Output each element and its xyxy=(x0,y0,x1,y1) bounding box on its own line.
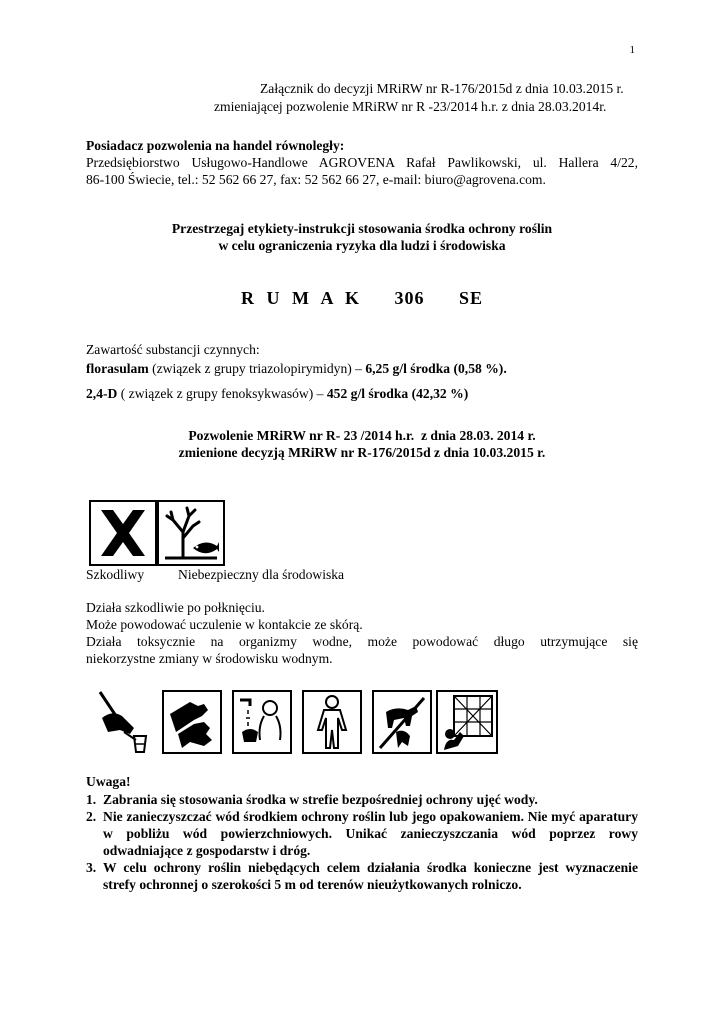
permit-line-1: Pozwolenie MRiRW nr R- 23 /2014 h.r. z dnia 28.03. 2014 r. xyxy=(188,428,536,443)
substance-1 xyxy=(86,361,507,377)
warning-banner-line-1: Przestrzegaj etykiety-instrukcji stosowania środka ochrony roślin xyxy=(171,221,553,236)
holder-address-line-1: Przedsiębiorstwo Usługowo-Handlowe AGROVENA Rafał Pawlikowski, ul. Hallera 4/22, xyxy=(86,155,638,170)
harmful-label: Szkodliwy xyxy=(86,567,145,582)
risk-phrase: niekorzystne zmiany w środowisku wodnym. xyxy=(86,651,333,666)
keep-away-animals-icon xyxy=(372,690,432,754)
substance-2 xyxy=(86,386,468,402)
note-item xyxy=(86,859,638,893)
substance-2-name: 2,4-D xyxy=(86,386,118,401)
substance-2-amount: 452 g/l środka (42,32 %) xyxy=(326,386,469,401)
harmful-x-icon xyxy=(89,500,157,566)
measure-pour-icon xyxy=(90,688,154,754)
header-line-1: Załącznik do decyzji MRiRW nr R-176/2015d z dnia 10.03.2015 r. xyxy=(260,81,624,96)
page-number: 1 xyxy=(629,44,635,56)
header-line-2: zmieniającej pozwolenie MRiRW nr R -23/2014 h.r. z dnia 28.03.2014r. xyxy=(214,99,607,114)
note-item-number: 2. xyxy=(86,809,97,824)
substance-1-group: (związek z grupy triazolopirymidyn) – xyxy=(148,361,366,376)
dead-tree-fish-icon xyxy=(157,500,225,566)
holder-address-line-2: 86-100 Świecie, tel.: 52 562 66 27, fax: 52 562 66 27, e-mail: biuro@agrovena.com. xyxy=(86,172,546,187)
risk-phrase: Działa szkodliwie po połknięciu. xyxy=(86,600,265,615)
notes-title: Uwaga! xyxy=(86,774,131,789)
note-item xyxy=(86,808,638,859)
permit-line-2: zmienione decyzją MRiRW nr R-176/2015d z dnia 10.03.2015 r. xyxy=(178,445,546,460)
note-item-number: 1. xyxy=(86,792,97,807)
note-item xyxy=(86,791,638,808)
environment-hazard-label: Niebezpieczny dla środowiska xyxy=(178,567,345,582)
substances-label: Zawartość substancji czynnych: xyxy=(86,342,260,357)
note-item-text: Zabrania się stosowania środka w strefie bezpośredniej ochrony ujęć wody. xyxy=(103,792,538,807)
substance-1-amount: 6,25 g/l środka (0,58 %). xyxy=(365,361,507,376)
risk-phrase: Może powodować uczulenie w kontakcie ze skórą. xyxy=(86,617,363,632)
note-item-text: W celu ochrony roślin niebędących celem działania środka konieczne jest wyznaczenie strefy ochronnej o szerokości 5 m od terenów nieużytkowanych rolniczo. xyxy=(103,860,638,892)
substance-2-group: ( związek z grupy fenoksykwasów) – xyxy=(117,386,327,401)
keep-locked-away-icon xyxy=(436,690,498,754)
warning-banner-line-2: w celu ograniczenia ryzyka dla ludzi i środowiska xyxy=(218,238,506,253)
protective-suit-icon xyxy=(302,690,362,754)
gloves-icon xyxy=(162,690,222,754)
product-name: R U M A K 306 SE xyxy=(240,288,484,308)
substance-1-name: florasulam xyxy=(86,361,149,376)
risk-phrase: Działa toksycznie na organizmy wodne, może powodować długo utrzymujące się xyxy=(86,634,638,649)
note-item-text: Nie zanieczyszczać wód środkiem ochrony roślin lub jego opakowaniem. Nie myć aparatury w pobliżu wód powierzchniowych. Unikać zanieczyszczania wód poprzez rowy odwadniające z gospodarstw i dróg. xyxy=(103,809,638,858)
wash-hands-icon xyxy=(232,690,292,754)
note-item-number: 3. xyxy=(86,860,97,875)
holder-title: Posiadacz pozwolenia na handel równoległy: xyxy=(86,138,345,153)
